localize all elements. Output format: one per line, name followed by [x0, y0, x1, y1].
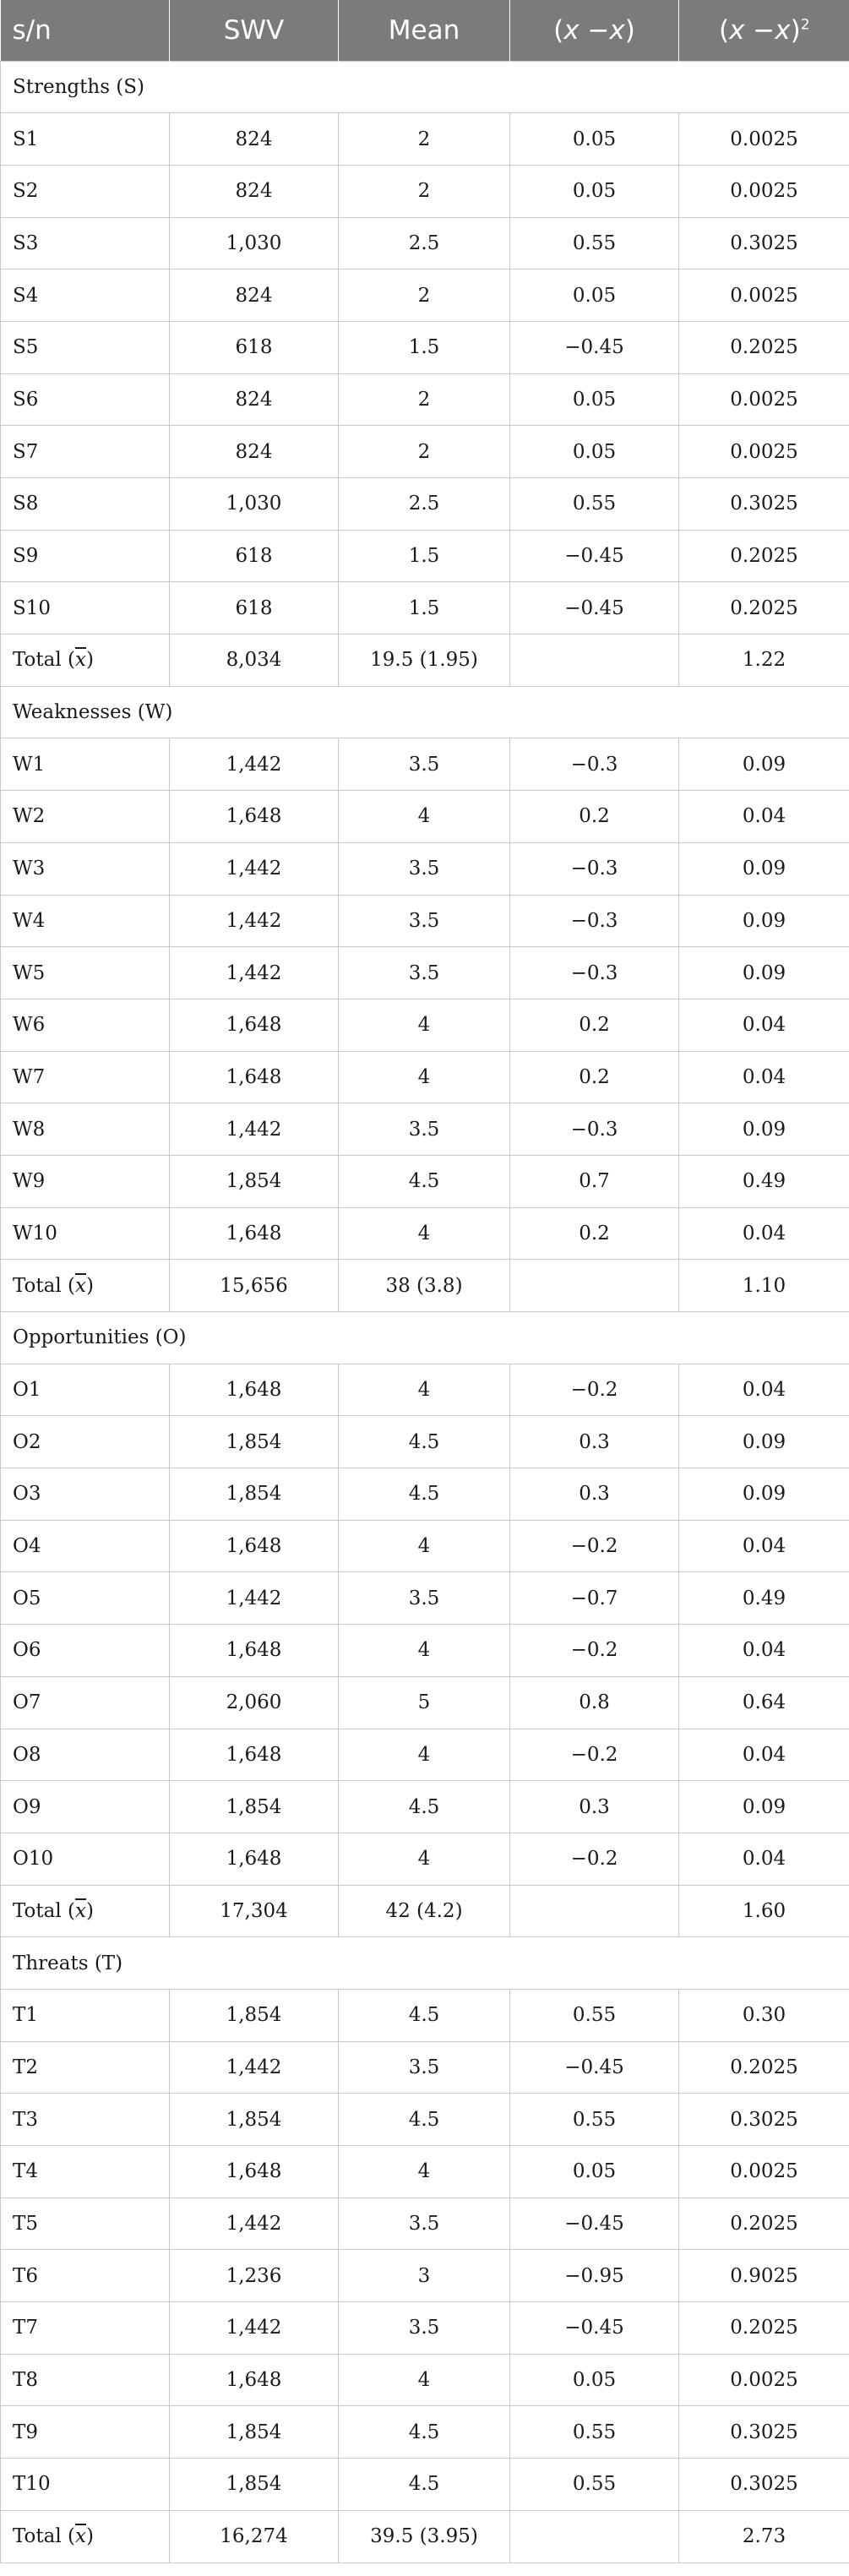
- cell-swv: 1,854: [170, 1416, 339, 1468]
- cell-swv: 1,648: [170, 2354, 339, 2406]
- cell-swv: 1,442: [170, 2041, 339, 2094]
- cell-sn: T9: [1, 2406, 170, 2459]
- header-deviation: [510, 0, 679, 61]
- cell-deviation: 0.3: [510, 1468, 679, 1521]
- cell-swv: 1,648: [170, 1625, 339, 1677]
- cell-mean: 3.5: [339, 2302, 510, 2355]
- cell-sn: W5: [1, 947, 170, 999]
- cell-swv: 618: [170, 582, 339, 634]
- cell-deviation: 0.55: [510, 2094, 679, 2146]
- header-sq-open: (: [718, 14, 730, 46]
- table-row: [1, 1103, 849, 1156]
- cell-swv: 1,236: [170, 2250, 339, 2302]
- cell-total-label: [1, 2510, 170, 2562]
- table-row: [1, 321, 849, 373]
- section-row: [1, 61, 849, 113]
- cell-swv: 1,648: [170, 1051, 339, 1103]
- section-title: Threats (T): [1, 1937, 849, 1990]
- cell-total-deviation: [510, 2510, 679, 2562]
- cell-total-mean: 39.5 (3.95): [339, 2510, 510, 2562]
- cell-squared-deviation: 0.3025: [679, 217, 849, 270]
- cell-swv: 618: [170, 321, 339, 373]
- cell-squared-deviation: 0.04: [679, 1833, 849, 1885]
- cell-squared-deviation: 0.49: [679, 1572, 849, 1625]
- cell-mean: 2: [339, 270, 510, 322]
- cell-swv: 1,442: [170, 1572, 339, 1625]
- cell-squared-deviation: 0.49: [679, 1155, 849, 1207]
- cell-squared-deviation: 0.09: [679, 1781, 849, 1833]
- table-row: [1, 1155, 849, 1207]
- cell-mean: 2: [339, 113, 510, 166]
- cell-deviation: −0.2: [510, 1520, 679, 1572]
- cell-deviation: −0.45: [510, 2041, 679, 2094]
- cell-sn: T10: [1, 2459, 170, 2511]
- cell-squared-deviation: 0.3025: [679, 478, 849, 531]
- mean-symbol: $\overline{x}$: [75, 2525, 86, 2548]
- cell-deviation: −0.3: [510, 1103, 679, 1156]
- cell-swv: 1,442: [170, 2197, 339, 2250]
- cell-squared-deviation: 0.2025: [679, 2197, 849, 2250]
- section-row: [1, 686, 849, 738]
- cell-mean: 4: [339, 1729, 510, 1781]
- cell-mean: 4.5: [339, 2094, 510, 2146]
- cell-squared-deviation: 0.3025: [679, 2406, 849, 2459]
- cell-mean: 4.5: [339, 2459, 510, 2511]
- section-title: Weaknesses (W): [1, 686, 849, 738]
- cell-deviation: 0.2: [510, 999, 679, 1051]
- total-row: [1, 2510, 849, 2562]
- total-row: [1, 1260, 849, 1312]
- cell-mean: 4: [339, 1520, 510, 1572]
- cell-deviation: −0.3: [510, 947, 679, 999]
- cell-sn: W9: [1, 1155, 170, 1207]
- cell-deviation: 0.8: [510, 1676, 679, 1729]
- header-mean: Mean: [339, 0, 510, 61]
- cell-deviation: −0.2: [510, 1364, 679, 1416]
- cell-deviation: −0.3: [510, 738, 679, 791]
- cell-squared-deviation: 0.2025: [679, 582, 849, 634]
- total-label-text: Total (: [13, 2525, 75, 2548]
- cell-swv: 1,442: [170, 738, 339, 791]
- cell-squared-deviation: 0.30: [679, 1989, 849, 2041]
- cell-sn: O3: [1, 1468, 170, 1521]
- cell-deviation: 0.55: [510, 1989, 679, 2041]
- cell-deviation: −0.2: [510, 1729, 679, 1781]
- cell-swv: 1,442: [170, 1103, 339, 1156]
- cell-sn: O8: [1, 1729, 170, 1781]
- table-row: [1, 2406, 849, 2459]
- table-row: [1, 947, 849, 999]
- cell-swv: 824: [170, 165, 339, 217]
- cell-squared-deviation: 0.04: [679, 1207, 849, 1260]
- cell-deviation: −0.45: [510, 530, 679, 582]
- cell-mean: 3.5: [339, 842, 510, 895]
- table-row: [1, 2302, 849, 2355]
- cell-sn: T7: [1, 2302, 170, 2355]
- header-squared-deviation: [679, 0, 849, 61]
- cell-deviation: 0.2: [510, 1207, 679, 1260]
- cell-sn: W7: [1, 1051, 170, 1103]
- cell-deviation: 0.05: [510, 426, 679, 478]
- cell-sn: S8: [1, 478, 170, 531]
- cell-sn: T5: [1, 2197, 170, 2250]
- cell-mean: 3.5: [339, 895, 510, 947]
- mean-symbol: $\overline{x}$: [75, 649, 86, 672]
- cell-deviation: −0.45: [510, 582, 679, 634]
- cell-total-label: [1, 1885, 170, 1937]
- cell-total-label: [1, 634, 170, 687]
- cell-total-deviation: [510, 1885, 679, 1937]
- cell-deviation: 0.3: [510, 1781, 679, 1833]
- cell-deviation: −0.45: [510, 2197, 679, 2250]
- total-label-text: Total (: [13, 1274, 75, 1297]
- cell-sn: W8: [1, 1103, 170, 1156]
- cell-sn: S6: [1, 373, 170, 426]
- cell-swv: 1,030: [170, 478, 339, 531]
- cell-swv: 2,060: [170, 1676, 339, 1729]
- cell-mean: 4: [339, 2146, 510, 2198]
- cell-deviation: −0.45: [510, 321, 679, 373]
- header-swv: SWV: [170, 0, 339, 61]
- section-title: Opportunities (O): [1, 1312, 849, 1364]
- header-sq-expr: x −x: [729, 14, 791, 46]
- cell-sn: O4: [1, 1520, 170, 1572]
- cell-mean: 2.5: [339, 217, 510, 270]
- cell-squared-deviation: 0.04: [679, 791, 849, 843]
- cell-swv: 1,648: [170, 999, 339, 1051]
- cell-mean: 4: [339, 1364, 510, 1416]
- header-row: [1, 0, 849, 61]
- table-row: [1, 2146, 849, 2198]
- cell-deviation: −0.3: [510, 895, 679, 947]
- cell-deviation: 0.05: [510, 165, 679, 217]
- cell-mean: 2: [339, 165, 510, 217]
- header-deviation-expr: x −x: [563, 14, 625, 46]
- cell-mean: 4: [339, 1625, 510, 1677]
- total-label-text: Total (: [13, 1899, 75, 1922]
- cell-sn: W4: [1, 895, 170, 947]
- header-sq-exponent: 2: [800, 16, 810, 34]
- cell-mean: 3.5: [339, 2197, 510, 2250]
- cell-mean: 4.5: [339, 1989, 510, 2041]
- cell-sn: W10: [1, 1207, 170, 1260]
- cell-mean: 3.5: [339, 947, 510, 999]
- cell-sn: T6: [1, 2250, 170, 2302]
- cell-mean: 4: [339, 791, 510, 843]
- table-row: [1, 478, 849, 531]
- cell-sn: T3: [1, 2094, 170, 2146]
- cell-swv: 1,854: [170, 1781, 339, 1833]
- table-row: [1, 530, 849, 582]
- table-row: [1, 738, 849, 791]
- total-label-text: Total (: [13, 649, 75, 672]
- table-row: [1, 1520, 849, 1572]
- cell-total-mean: 42 (4.2): [339, 1885, 510, 1937]
- cell-deviation: −0.2: [510, 1833, 679, 1885]
- cell-squared-deviation: 0.09: [679, 738, 849, 791]
- section-row: [1, 1312, 849, 1364]
- cell-deviation: 0.55: [510, 2406, 679, 2459]
- table-row: [1, 1625, 849, 1677]
- cell-mean: 4: [339, 1051, 510, 1103]
- cell-mean: 4: [339, 1207, 510, 1260]
- cell-squared-deviation: 0.2025: [679, 321, 849, 373]
- table-row: [1, 2041, 849, 2094]
- mean-symbol: $\overline{x}$: [75, 1274, 86, 1297]
- table-row: [1, 1416, 849, 1468]
- cell-mean: 4.5: [339, 1781, 510, 1833]
- cell-squared-deviation: 0.0025: [679, 426, 849, 478]
- cell-deviation: 0.05: [510, 373, 679, 426]
- cell-squared-deviation: 0.2025: [679, 2041, 849, 2094]
- cell-total-deviation: [510, 1260, 679, 1312]
- table-row: [1, 165, 849, 217]
- cell-swv: 824: [170, 426, 339, 478]
- cell-swv: 1,442: [170, 842, 339, 895]
- cell-sn: O5: [1, 1572, 170, 1625]
- cell-swv: 1,648: [170, 1729, 339, 1781]
- cell-squared-deviation: 0.0025: [679, 270, 849, 322]
- cell-swv: 1,442: [170, 947, 339, 999]
- cell-deviation: −0.2: [510, 1625, 679, 1677]
- cell-mean: 1.5: [339, 530, 510, 582]
- cell-deviation: 0.2: [510, 1051, 679, 1103]
- cell-squared-deviation: 0.3025: [679, 2094, 849, 2146]
- cell-squared-deviation: 0.64: [679, 1676, 849, 1729]
- cell-deviation: 0.55: [510, 478, 679, 531]
- cell-deviation: 0.05: [510, 270, 679, 322]
- cell-swv: 1,648: [170, 1520, 339, 1572]
- cell-swv: 1,854: [170, 1989, 339, 2041]
- cell-total-swv: 17,304: [170, 1885, 339, 1937]
- cell-mean: 3.5: [339, 738, 510, 791]
- cell-total-swv: 16,274: [170, 2510, 339, 2562]
- total-label-close: ): [85, 649, 94, 672]
- cell-squared-deviation: 0.04: [679, 1520, 849, 1572]
- cell-mean: 3.5: [339, 2041, 510, 2094]
- cell-sn: O9: [1, 1781, 170, 1833]
- cell-sn: O10: [1, 1833, 170, 1885]
- cell-deviation: 0.2: [510, 791, 679, 843]
- cell-deviation: 0.55: [510, 2459, 679, 2511]
- cell-mean: 4.5: [339, 1468, 510, 1521]
- table-row: [1, 2354, 849, 2406]
- cell-total-swv: 8,034: [170, 634, 339, 687]
- cell-squared-deviation: 0.09: [679, 1103, 849, 1156]
- table-body: [1, 61, 849, 2562]
- cell-swv: 824: [170, 270, 339, 322]
- table-row: [1, 2094, 849, 2146]
- cell-total-squared-deviation: 2.73: [679, 2510, 849, 2562]
- table-row: [1, 1364, 849, 1416]
- cell-total-label: [1, 1260, 170, 1312]
- table-row: [1, 895, 849, 947]
- cell-squared-deviation: 0.09: [679, 947, 849, 999]
- cell-mean: 2: [339, 426, 510, 478]
- cell-sn: S2: [1, 165, 170, 217]
- cell-swv: 1,854: [170, 1155, 339, 1207]
- cell-squared-deviation: 0.09: [679, 1416, 849, 1468]
- cell-sn: S5: [1, 321, 170, 373]
- table-row: [1, 113, 849, 166]
- cell-sn: T4: [1, 2146, 170, 2198]
- cell-sn: T1: [1, 1989, 170, 2041]
- cell-deviation: 0.3: [510, 1416, 679, 1468]
- table-row: [1, 426, 849, 478]
- cell-total-squared-deviation: 1.60: [679, 1885, 849, 1937]
- cell-sn: W3: [1, 842, 170, 895]
- cell-squared-deviation: 0.0025: [679, 2354, 849, 2406]
- cell-mean: 3.5: [339, 1572, 510, 1625]
- cell-deviation: −0.95: [510, 2250, 679, 2302]
- table-row: [1, 270, 849, 322]
- cell-sn: S10: [1, 582, 170, 634]
- cell-swv: 1,030: [170, 217, 339, 270]
- cell-total-mean: 19.5 (1.95): [339, 634, 510, 687]
- cell-deviation: −0.45: [510, 2302, 679, 2355]
- total-row: [1, 1885, 849, 1937]
- cell-total-deviation: [510, 634, 679, 687]
- cell-sn: W1: [1, 738, 170, 791]
- cell-swv: 1,648: [170, 1207, 339, 1260]
- table-row: [1, 1051, 849, 1103]
- cell-swv: 1,854: [170, 2094, 339, 2146]
- cell-deviation: 0.05: [510, 113, 679, 166]
- cell-sn: T8: [1, 2354, 170, 2406]
- cell-squared-deviation: 0.04: [679, 1364, 849, 1416]
- cell-mean: 1.5: [339, 582, 510, 634]
- table-row: [1, 842, 849, 895]
- cell-deviation: 0.05: [510, 2354, 679, 2406]
- cell-sn: W6: [1, 999, 170, 1051]
- cell-sn: S1: [1, 113, 170, 166]
- cell-swv: 1,648: [170, 791, 339, 843]
- cell-deviation: 0.05: [510, 2146, 679, 2198]
- cell-swv: 1,854: [170, 2406, 339, 2459]
- cell-squared-deviation: 0.04: [679, 1729, 849, 1781]
- cell-sn: S3: [1, 217, 170, 270]
- table-row: [1, 1781, 849, 1833]
- cell-swv: 1,442: [170, 895, 339, 947]
- cell-squared-deviation: 0.2025: [679, 2302, 849, 2355]
- cell-deviation: 0.55: [510, 217, 679, 270]
- cell-total-swv: 15,656: [170, 1260, 339, 1312]
- cell-mean: 1.5: [339, 321, 510, 373]
- header-deviation-close: ): [624, 14, 635, 46]
- total-label-close: ): [85, 1274, 94, 1297]
- cell-total-mean: 38 (3.8): [339, 1260, 510, 1312]
- cell-total-squared-deviation: 1.22: [679, 634, 849, 687]
- section-title: Strengths (S): [1, 61, 849, 113]
- table-row: [1, 1676, 849, 1729]
- total-label-close: ): [85, 1899, 94, 1922]
- cell-sn: S7: [1, 426, 170, 478]
- cell-squared-deviation: 0.0025: [679, 113, 849, 166]
- cell-squared-deviation: 0.09: [679, 1468, 849, 1521]
- cell-sn: S4: [1, 270, 170, 322]
- cell-mean: 4: [339, 2354, 510, 2406]
- cell-swv: 1,648: [170, 1833, 339, 1885]
- header-sn: s/n: [1, 0, 170, 61]
- table-row: [1, 2250, 849, 2302]
- section-row: [1, 1937, 849, 1990]
- table-row: [1, 582, 849, 634]
- table-row: [1, 999, 849, 1051]
- cell-swv: 824: [170, 373, 339, 426]
- cell-swv: 1,648: [170, 1364, 339, 1416]
- cell-mean: 4: [339, 999, 510, 1051]
- cell-squared-deviation: 0.9025: [679, 2250, 849, 2302]
- total-row: [1, 634, 849, 687]
- cell-total-squared-deviation: 1.10: [679, 1260, 849, 1312]
- cell-squared-deviation: 0.3025: [679, 2459, 849, 2511]
- header-sq-close: ): [790, 14, 801, 46]
- cell-squared-deviation: 0.0025: [679, 373, 849, 426]
- table-row: [1, 1729, 849, 1781]
- cell-mean: 3.5: [339, 1103, 510, 1156]
- cell-swv: 824: [170, 113, 339, 166]
- cell-mean: 4: [339, 1833, 510, 1885]
- table-row: [1, 2459, 849, 2511]
- total-label-close: ): [85, 2525, 94, 2548]
- cell-squared-deviation: 0.0025: [679, 2146, 849, 2198]
- cell-squared-deviation: 0.04: [679, 999, 849, 1051]
- table-row: [1, 1833, 849, 1885]
- cell-mean: 4.5: [339, 1416, 510, 1468]
- table-row: [1, 217, 849, 270]
- table-row: [1, 791, 849, 843]
- header-deviation-open: (: [553, 14, 564, 46]
- cell-sn: T2: [1, 2041, 170, 2094]
- table-row: [1, 1207, 849, 1260]
- cell-sn: W2: [1, 791, 170, 843]
- cell-deviation: 0.7: [510, 1155, 679, 1207]
- table-row: [1, 1572, 849, 1625]
- cell-sn: O2: [1, 1416, 170, 1468]
- mean-symbol: $\overline{x}$: [75, 1899, 86, 1922]
- cell-mean: 3: [339, 2250, 510, 2302]
- cell-deviation: −0.3: [510, 842, 679, 895]
- cell-mean: 4.5: [339, 2406, 510, 2459]
- cell-squared-deviation: 0.2025: [679, 530, 849, 582]
- cell-mean: 2.5: [339, 478, 510, 531]
- cell-sn: O7: [1, 1676, 170, 1729]
- cell-swv: 1,854: [170, 1468, 339, 1521]
- cell-swv: 1,442: [170, 2302, 339, 2355]
- cell-mean: 4.5: [339, 1155, 510, 1207]
- table-row: [1, 2197, 849, 2250]
- cell-squared-deviation: 0.04: [679, 1051, 849, 1103]
- table-row: [1, 1989, 849, 2041]
- cell-mean: 2: [339, 373, 510, 426]
- cell-squared-deviation: 0.04: [679, 1625, 849, 1677]
- cell-mean: 5: [339, 1676, 510, 1729]
- cell-sn: S9: [1, 530, 170, 582]
- cell-swv: 618: [170, 530, 339, 582]
- cell-sn: O6: [1, 1625, 170, 1677]
- cell-swv: 1,648: [170, 2146, 339, 2198]
- cell-deviation: −0.7: [510, 1572, 679, 1625]
- cell-squared-deviation: 0.0025: [679, 165, 849, 217]
- table-row: [1, 1468, 849, 1521]
- table-header: [1, 0, 849, 61]
- cell-swv: 1,854: [170, 2459, 339, 2511]
- table-row: [1, 373, 849, 426]
- cell-squared-deviation: 0.09: [679, 842, 849, 895]
- cell-sn: O1: [1, 1364, 170, 1416]
- cell-squared-deviation: 0.09: [679, 895, 849, 947]
